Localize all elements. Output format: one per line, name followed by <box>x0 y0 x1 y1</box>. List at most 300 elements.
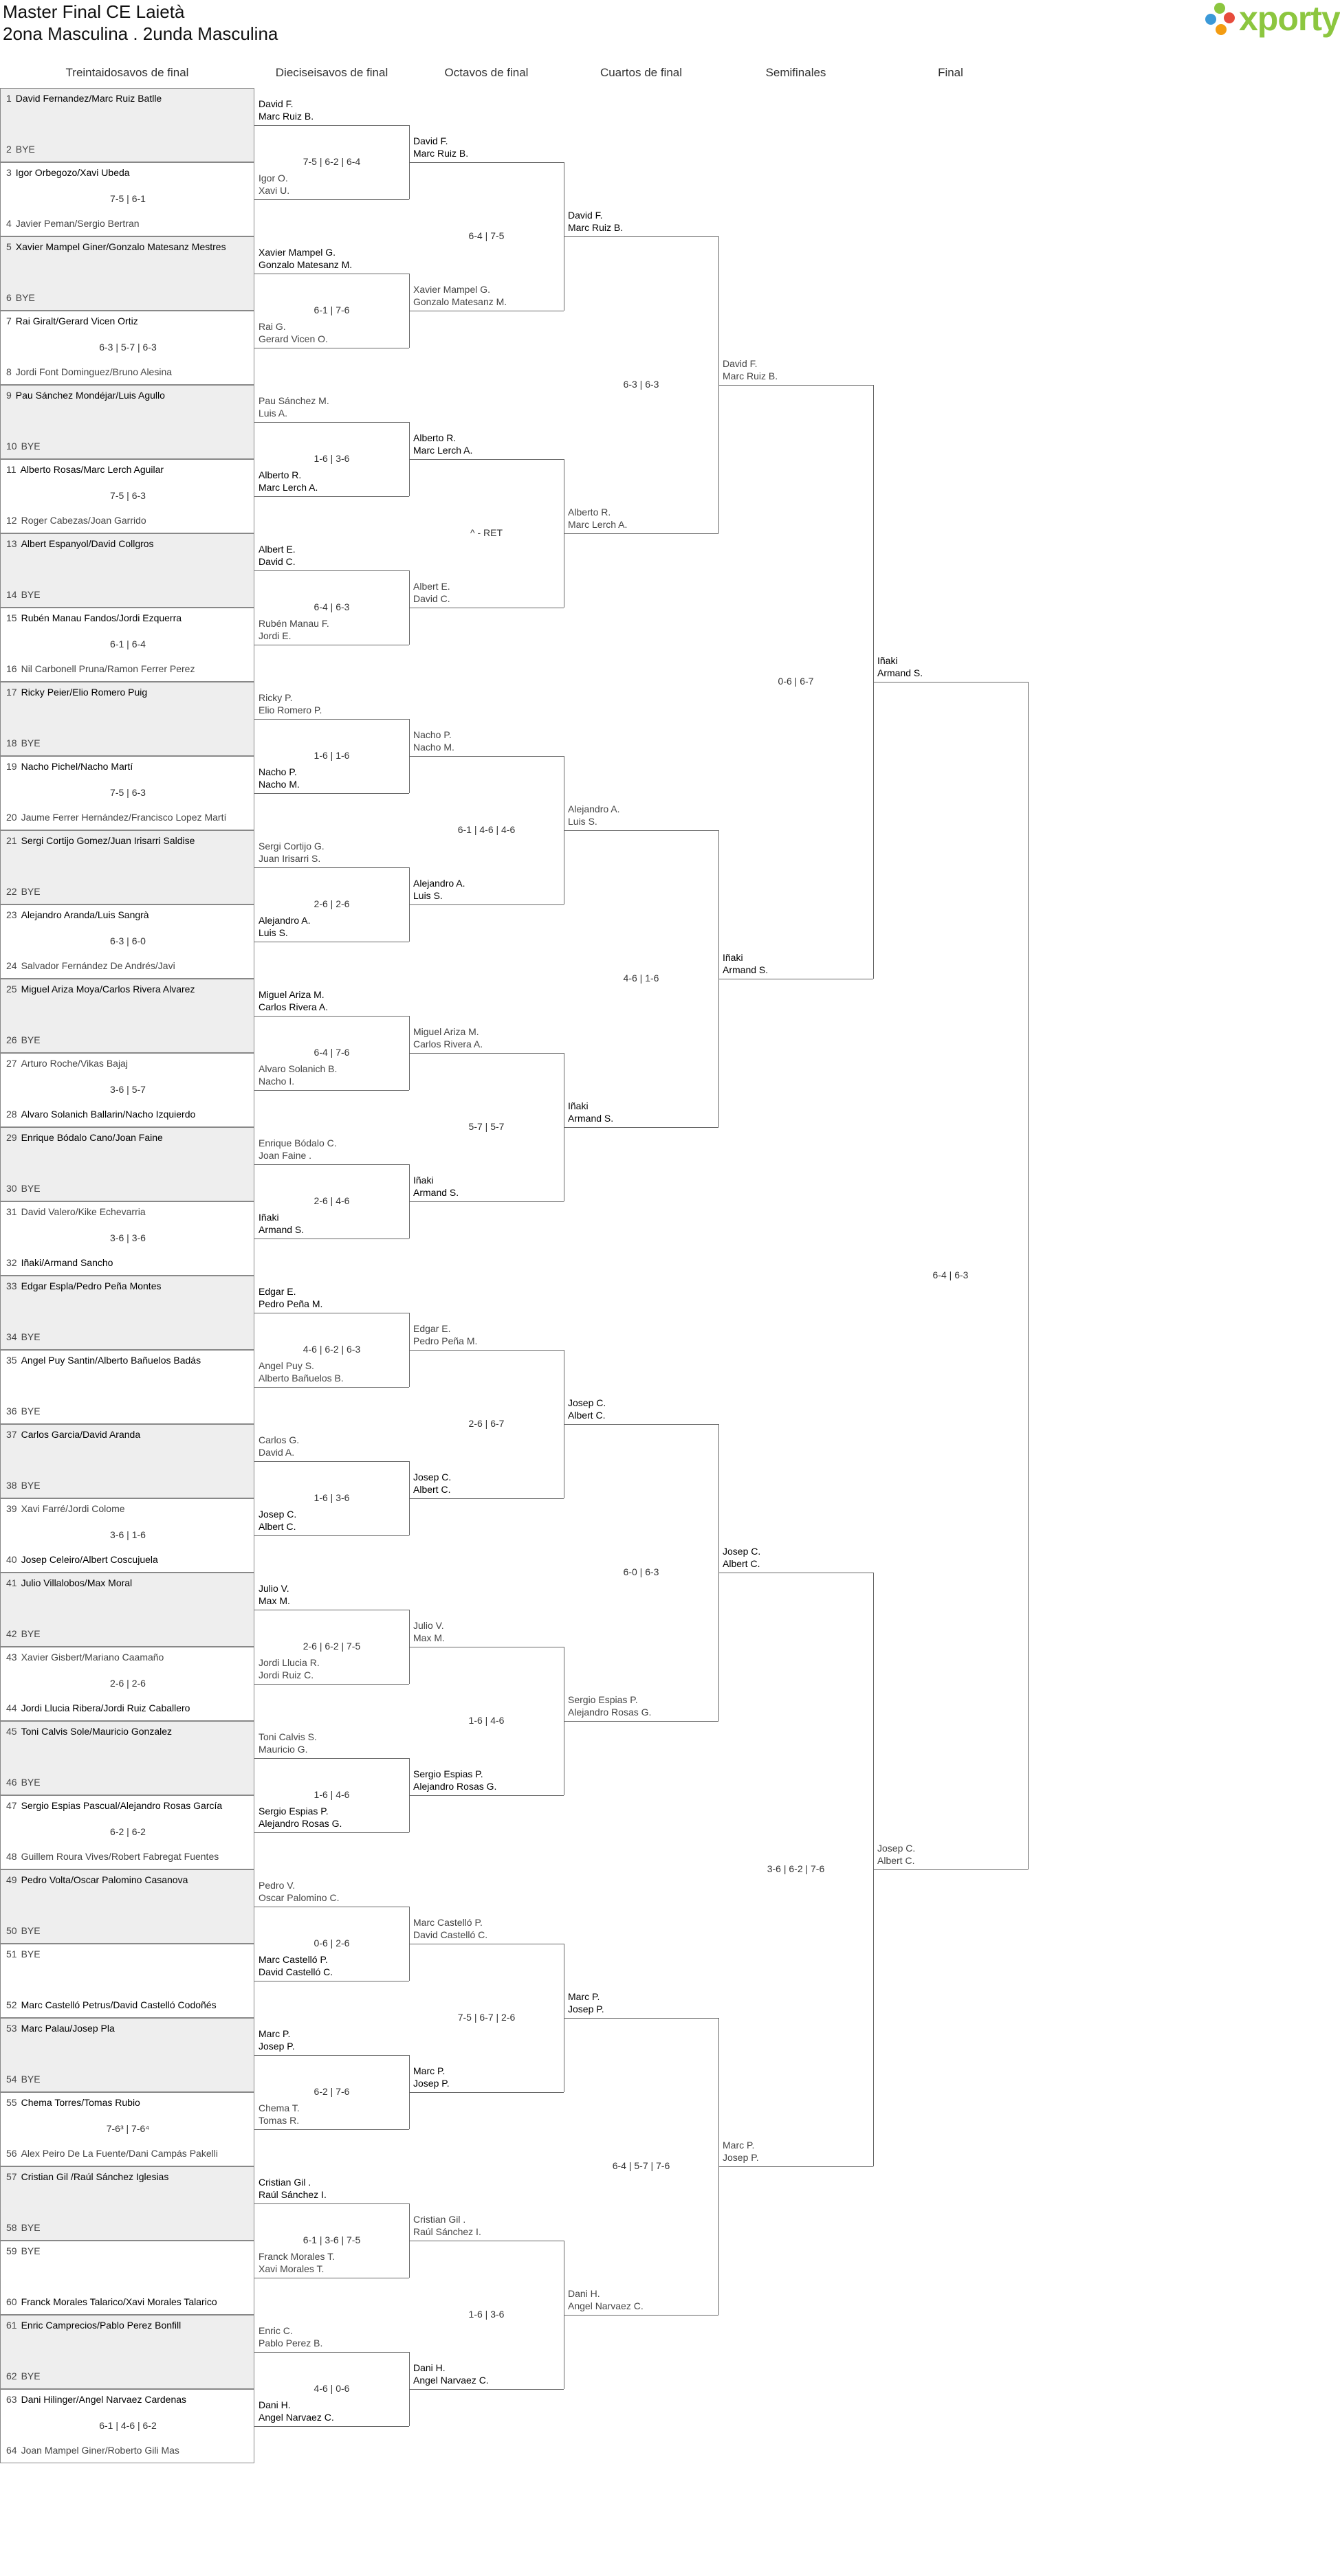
bracket-line <box>1028 682 1029 1869</box>
seed-number: 21 <box>6 835 17 846</box>
team-slot[interactable] <box>259 395 329 419</box>
team-entry[interactable] <box>6 1132 163 1143</box>
bracket-line <box>254 496 409 497</box>
team-name: Dani Hilinger/Angel Narvaez Cardenas <box>21 2394 187 2405</box>
team-slot[interactable] <box>413 1619 445 1644</box>
page-title: Master Final CE Laietà <box>3 1 185 22</box>
team-slot[interactable] <box>259 2102 300 2127</box>
match-score: 7-6³ | 7-6⁴ <box>106 2123 150 2134</box>
team-name: BYE <box>21 886 41 897</box>
bracket-line <box>564 2315 718 2316</box>
team-slot[interactable] <box>259 1731 317 1755</box>
match-box-r32[interactable] <box>0 1053 254 1127</box>
seed-number: 28 <box>6 1109 17 1120</box>
team-name: Edgar Espla/Pedro Peña Montes <box>21 1280 162 1291</box>
team-name: David Fernandez/Marc Ruiz Batlle <box>15 93 162 104</box>
team-entry[interactable] <box>6 2320 181 2331</box>
team-entry[interactable] <box>6 515 146 526</box>
player-2: Raúl Sánchez I. <box>413 2226 481 2237</box>
match-score: 4-6 | 1-6 <box>623 973 659 984</box>
team-entry[interactable] <box>6 835 195 846</box>
team-entry[interactable] <box>6 1429 140 1440</box>
team-slot[interactable] <box>413 2213 481 2238</box>
seed-number: 45 <box>6 1726 17 1737</box>
team-name: Xavier Gisbert/Mariano Caamaño <box>21 1652 164 1663</box>
bracket-line <box>254 1758 409 1759</box>
seed-number: 56 <box>6 2148 17 2159</box>
team-slot[interactable] <box>259 1953 333 1978</box>
team-slot[interactable] <box>413 1768 496 1792</box>
team-entry[interactable] <box>6 1058 128 1069</box>
team-name: Marc Palau/Josep Pla <box>21 2023 115 2034</box>
team-entry[interactable] <box>6 218 140 229</box>
match-box-r32[interactable] <box>0 1944 254 2018</box>
seed-number: 17 <box>6 687 17 698</box>
match-box-r32[interactable] <box>0 682 254 756</box>
team-name: Angel Puy Santin/Alberto Bañuelos Badás <box>21 1355 201 1366</box>
match-box-r32[interactable] <box>0 608 254 682</box>
team-entry[interactable] <box>6 1554 158 1565</box>
team-entry[interactable] <box>6 2148 218 2159</box>
team-entry[interactable] <box>6 1874 188 1885</box>
team-name: Pau Sánchez Mondéjar/Luis Agullo <box>15 390 165 401</box>
team-entry[interactable] <box>6 1800 222 1811</box>
team-entry[interactable] <box>6 2222 41 2233</box>
bracket-line <box>409 2389 564 2390</box>
player-2: Max M. <box>259 1595 290 1606</box>
team-slot[interactable] <box>259 1063 337 1087</box>
player-1: Iñaki <box>568 1100 589 1111</box>
team-entry[interactable] <box>6 1406 41 1417</box>
seed-number: 35 <box>6 1355 17 1366</box>
team-name: BYE <box>15 292 35 303</box>
team-entry[interactable] <box>6 737 41 748</box>
seed-number: 46 <box>6 1777 17 1788</box>
team-slot[interactable] <box>259 1285 322 1310</box>
match-box-r32[interactable] <box>0 904 254 979</box>
bracket-line <box>254 422 409 423</box>
team-slot[interactable] <box>413 432 472 456</box>
team-entry[interactable] <box>6 1702 190 1713</box>
team-entry[interactable] <box>6 2296 217 2307</box>
team-slot[interactable] <box>723 357 778 382</box>
team-entry[interactable] <box>6 1206 146 1217</box>
player-1: Rai G. <box>259 321 286 332</box>
match-score: 6-4 | 6-3 <box>314 601 350 612</box>
seed-number: 24 <box>6 960 17 971</box>
team-slot[interactable] <box>568 1694 651 1718</box>
player-2: Tomas R. <box>259 2115 300 2126</box>
team-entry[interactable] <box>6 612 182 623</box>
seed-number: 33 <box>6 1280 17 1291</box>
match-score: 2-6 | 2-6 <box>110 1678 146 1689</box>
team-entry[interactable] <box>6 2370 41 2381</box>
match-score: 6-4 | 7-6 <box>314 1047 350 1058</box>
team-slot[interactable] <box>568 209 623 234</box>
player-2: Luis S. <box>259 927 288 938</box>
seed-number: 18 <box>6 737 17 748</box>
player-2: Oscar Palomino C. <box>259 1892 340 1903</box>
team-entry[interactable] <box>6 390 165 401</box>
match-score: 6-2 | 6-2 <box>110 1826 146 1837</box>
seed-number: 4 <box>6 218 12 229</box>
player-1: Marc P. <box>259 2028 291 2039</box>
player-1: Marc P. <box>723 2140 755 2151</box>
player-1: Chema T. <box>259 2102 300 2113</box>
match-box-r32[interactable] <box>0 533 254 608</box>
team-entry[interactable] <box>6 663 195 674</box>
match-score: 6-4 | 7-5 <box>468 230 505 241</box>
team-entry[interactable] <box>6 1480 41 1491</box>
match-score: 6-1 | 3-6 | 7-5 <box>303 2234 361 2245</box>
match-box-r32[interactable] <box>0 1424 254 1498</box>
team-entry[interactable] <box>6 761 133 772</box>
team-slot[interactable] <box>259 1508 296 1533</box>
team-slot[interactable] <box>723 2139 759 2164</box>
player-2: Josep P. <box>723 2152 759 2163</box>
team-slot[interactable] <box>259 766 300 790</box>
team-slot[interactable] <box>723 1545 760 1570</box>
player-1: Josep C. <box>568 1397 606 1408</box>
match-box-r32[interactable] <box>0 1201 254 1276</box>
player-1: Alvaro Solanich B. <box>259 1063 338 1074</box>
player-1: David F. <box>413 135 448 146</box>
team-entry[interactable] <box>6 315 138 326</box>
team-slot[interactable] <box>413 1916 487 1941</box>
seed-number: 13 <box>6 538 17 549</box>
seed-number: 39 <box>6 1503 17 1514</box>
match-box-r32[interactable] <box>0 1498 254 1573</box>
team-slot[interactable] <box>413 1025 483 1050</box>
page-subtitle: 2ona Masculina . 2unda Masculina <box>3 23 278 44</box>
seed-number: 55 <box>6 2097 17 2108</box>
team-slot[interactable] <box>413 2065 450 2089</box>
match-box-r32[interactable] <box>0 162 254 236</box>
player-2: Pablo Perez B. <box>259 2338 323 2349</box>
match-score: 2-6 | 6-7 <box>468 1418 505 1429</box>
team-slot[interactable] <box>259 246 352 271</box>
player-2: David A. <box>259 1447 295 1458</box>
match-box-r32[interactable] <box>0 756 254 830</box>
team-name: BYE <box>21 1331 41 1342</box>
team-entry[interactable] <box>6 2023 115 2034</box>
team-entry[interactable] <box>6 1355 201 1366</box>
bracket-line <box>564 1721 718 1722</box>
player-1: Alberto R. <box>259 469 302 480</box>
team-slot[interactable] <box>259 98 314 122</box>
bracket-line <box>409 1201 564 1202</box>
team-slot[interactable] <box>723 951 768 976</box>
team-entry[interactable] <box>6 167 130 178</box>
player-2: Joan Faine . <box>259 1150 312 1161</box>
match-box-r32[interactable] <box>0 1276 254 1350</box>
team-entry[interactable] <box>6 1034 41 1045</box>
team-entry[interactable] <box>6 2245 41 2256</box>
team-entry[interactable] <box>6 464 164 475</box>
player-1: Albert E. <box>413 581 450 592</box>
team-slot[interactable] <box>259 617 329 642</box>
match-box-r32[interactable] <box>0 2315 254 2389</box>
player-1: Marc Castelló P. <box>413 1917 483 1928</box>
team-entry[interactable] <box>6 366 172 377</box>
player-2: Alejandro Rosas G. <box>568 1707 652 1718</box>
team-entry[interactable] <box>6 1726 172 1737</box>
player-1: Franck Morales T. <box>259 2251 335 2262</box>
team-slot[interactable] <box>568 1100 613 1124</box>
team-entry[interactable] <box>6 241 226 252</box>
seed-number: 60 <box>6 2296 17 2307</box>
player-1: Dani H. <box>259 2399 291 2410</box>
team-name: Rubén Manau Fandos/Jordi Ezquerra <box>21 612 182 623</box>
match-box-r32[interactable] <box>0 1647 254 1721</box>
match-score: 7-5 | 6-3 <box>110 787 146 798</box>
team-slot[interactable] <box>568 1990 604 2015</box>
team-slot[interactable] <box>413 135 468 159</box>
team-slot[interactable] <box>568 803 620 828</box>
team-entry[interactable] <box>6 1577 132 1588</box>
team-slot[interactable] <box>259 2028 295 2052</box>
seed-number: 52 <box>6 1999 17 2010</box>
team-name: Alejandro Aranda/Luis Sangrà <box>21 909 149 920</box>
bracket-line <box>254 867 409 868</box>
team-entry[interactable] <box>6 144 35 155</box>
match-box-r32[interactable] <box>0 311 254 385</box>
team-slot[interactable] <box>413 283 507 308</box>
player-1: Miguel Ariza M. <box>259 989 325 1000</box>
team-entry[interactable] <box>6 1628 41 1639</box>
team-entry[interactable] <box>6 292 35 303</box>
player-2: Carlos Rivera A. <box>259 1001 329 1012</box>
team-entry[interactable] <box>6 1331 41 1342</box>
player-2: Josep P. <box>413 2078 450 2089</box>
team-slot[interactable] <box>259 1211 304 1236</box>
team-slot[interactable] <box>413 1322 477 1347</box>
team-slot[interactable] <box>259 2176 327 2201</box>
team-name: Franck Morales Talarico/Xavi Morales Talarico <box>21 2296 217 2307</box>
team-slot[interactable] <box>259 1805 342 1830</box>
match-box-r32[interactable] <box>0 385 254 459</box>
seed-number: 3 <box>6 167 12 178</box>
team-slot[interactable] <box>259 988 328 1013</box>
player-2: Pedro Peña M. <box>413 1335 478 1346</box>
match-box-r32[interactable] <box>0 236 254 311</box>
team-entry[interactable] <box>6 2394 186 2405</box>
bracket-line <box>254 570 409 571</box>
seed-number: 16 <box>6 663 17 674</box>
seed-number: 1 <box>6 93 12 104</box>
team-name: Carlos Garcia/David Aranda <box>21 1429 141 1440</box>
player-2: Raúl Sánchez I. <box>259 2189 327 2200</box>
match-box-r32[interactable] <box>0 1795 254 1869</box>
player-1: Igor O. <box>259 173 288 184</box>
player-2: Josep P. <box>568 2003 604 2014</box>
team-slot[interactable] <box>413 877 465 902</box>
match-box-r32[interactable] <box>0 459 254 533</box>
player-2: Xavi Morales T. <box>259 2263 325 2274</box>
player-1: Jordi Llucia R. <box>259 1657 320 1668</box>
team-entry[interactable] <box>6 2074 41 2085</box>
team-entry[interactable] <box>6 1257 113 1268</box>
team-slot[interactable] <box>259 840 325 865</box>
bracket-line <box>254 1016 409 1017</box>
bracket-line <box>254 199 409 200</box>
team-name: Josep Celeiro/Albert Coscujuela <box>21 1554 158 1565</box>
match-box-r32[interactable] <box>0 1127 254 1201</box>
team-entry[interactable] <box>6 960 175 971</box>
match-box-r32[interactable] <box>0 2092 254 2166</box>
player-2: Armand S. <box>877 667 923 678</box>
team-slot[interactable] <box>259 1656 320 1681</box>
player-1: Iñaki <box>413 1175 434 1186</box>
match-score: 6-4 | 5-7 | 7-6 <box>612 2160 670 2171</box>
team-slot[interactable] <box>259 1137 337 1162</box>
match-box-r32[interactable] <box>0 1721 254 1795</box>
match-box-r32[interactable] <box>0 1573 254 1647</box>
team-slot[interactable] <box>413 580 450 605</box>
team-name: Xavier Mampel Giner/Gonzalo Matesanz Mestres <box>15 241 226 252</box>
team-entry[interactable] <box>6 1999 217 2010</box>
team-slot[interactable] <box>259 172 289 197</box>
player-1: Rubén Manau F. <box>259 618 329 629</box>
team-slot[interactable] <box>413 1174 459 1199</box>
player-1: Marc P. <box>413 2065 446 2076</box>
player-2: Luis S. <box>413 890 443 901</box>
player-1: Albert E. <box>259 544 296 555</box>
match-box-r32[interactable] <box>0 2389 254 2463</box>
match-score: 3-6 | 5-7 <box>110 1084 146 1095</box>
bracket-line <box>254 1090 409 1091</box>
team-name: Javier Peman/Sergio Bertran <box>15 218 140 229</box>
bracket-line <box>409 1053 564 1054</box>
match-box-r32[interactable] <box>0 88 254 162</box>
round-header-6: Final <box>938 66 963 79</box>
team-slot[interactable] <box>877 1842 915 1867</box>
team-entry[interactable] <box>6 984 195 995</box>
seed-number: 12 <box>6 515 17 526</box>
team-entry[interactable] <box>6 538 154 549</box>
player-1: Carlos G. <box>259 1434 300 1445</box>
team-entry[interactable] <box>6 2445 179 2456</box>
player-2: Albert C. <box>723 1558 760 1569</box>
team-entry[interactable] <box>6 2097 140 2108</box>
match-score: 1-6 | 4-6 <box>468 1715 505 1726</box>
team-slot[interactable] <box>413 2362 489 2386</box>
team-slot[interactable] <box>259 691 322 716</box>
team-entry[interactable] <box>6 1183 41 1194</box>
team-slot[interactable] <box>259 914 311 939</box>
team-entry[interactable] <box>6 1948 41 1959</box>
team-entry[interactable] <box>6 812 226 823</box>
player-2: Juan Irisarri S. <box>259 853 321 864</box>
team-name: Xavi Farré/Jordi Colome <box>21 1503 125 1514</box>
player-2: Angel Narvaez C. <box>413 2375 489 2386</box>
player-2: Max M. <box>413 1632 445 1643</box>
team-entry[interactable] <box>6 93 162 104</box>
seed-number: 23 <box>6 909 17 920</box>
team-slot[interactable] <box>413 729 454 753</box>
team-slot[interactable] <box>259 1879 339 1904</box>
player-1: Dani H. <box>413 2362 446 2373</box>
player-2: Nacho M. <box>259 779 300 790</box>
team-slot[interactable] <box>259 543 296 568</box>
team-name: Guillem Roura Vives/Robert Fabregat Fuentes <box>21 1851 219 1862</box>
seed-number: 20 <box>6 812 17 823</box>
player-1: Alejandro A. <box>259 915 311 926</box>
bracket-line <box>564 830 718 831</box>
seed-number: 47 <box>6 1800 17 1811</box>
team-slot[interactable] <box>568 506 627 531</box>
player-2: Angel Narvaez C. <box>259 2412 334 2423</box>
team-slot[interactable] <box>259 1359 344 1384</box>
team-entry[interactable] <box>6 1280 161 1291</box>
team-entry[interactable] <box>6 1503 125 1514</box>
match-box-r32[interactable] <box>0 979 254 1053</box>
match-score: 2-6 | 4-6 <box>314 1195 350 1206</box>
seed-number: 11 <box>6 464 17 475</box>
match-score: 6-2 | 7-6 <box>314 2086 350 2097</box>
team-slot[interactable] <box>259 1582 290 1607</box>
match-box-r32[interactable] <box>0 2018 254 2092</box>
match-score: 6-1 | 6-4 <box>110 639 146 649</box>
seed-number: 54 <box>6 2074 17 2085</box>
team-slot[interactable] <box>877 654 923 679</box>
team-slot[interactable] <box>259 2399 334 2423</box>
team-slot[interactable] <box>259 2324 322 2349</box>
team-entry[interactable] <box>6 441 41 452</box>
match-box-r32[interactable] <box>0 1869 254 1944</box>
match-box-r32[interactable] <box>0 1350 254 1424</box>
team-entry[interactable] <box>6 589 41 600</box>
player-2: Alejandro Rosas G. <box>259 1818 342 1829</box>
team-entry[interactable] <box>6 1109 195 1120</box>
team-name: Rai Giralt/Gerard Vicen Ortiz <box>15 315 138 326</box>
team-slot[interactable] <box>413 1471 451 1496</box>
team-slot[interactable] <box>568 1397 606 1421</box>
team-slot[interactable] <box>259 2250 335 2275</box>
match-box-r32[interactable] <box>0 2241 254 2315</box>
team-entry[interactable] <box>6 2171 168 2182</box>
team-entry[interactable] <box>6 1851 219 1862</box>
team-name: BYE <box>21 1777 41 1788</box>
team-name: Sergio Espias Pascual/Alejandro Rosas García <box>21 1800 223 1811</box>
match-box-r32[interactable] <box>0 2166 254 2241</box>
match-score: 1-6 | 4-6 <box>314 1789 350 1800</box>
player-1: Edgar E. <box>259 1286 296 1297</box>
player-1: Marc P. <box>568 1991 600 2002</box>
team-slot[interactable] <box>259 320 328 345</box>
team-entry[interactable] <box>6 687 147 698</box>
team-entry[interactable] <box>6 909 149 920</box>
player-2: Marc Ruiz B. <box>568 222 624 233</box>
player-1: Alejandro A. <box>568 803 620 814</box>
player-2: Marc Ruiz B. <box>259 111 314 122</box>
match-box-r32[interactable] <box>0 830 254 904</box>
team-entry[interactable] <box>6 1777 41 1788</box>
team-entry[interactable] <box>6 1925 41 1936</box>
team-entry[interactable] <box>6 1652 164 1663</box>
seed-number: 5 <box>6 241 12 252</box>
team-name: BYE <box>21 2245 41 2256</box>
team-entry[interactable] <box>6 886 41 897</box>
team-slot[interactable] <box>259 1434 299 1458</box>
team-slot[interactable] <box>568 2287 644 2312</box>
seed-number: 57 <box>6 2171 17 2182</box>
player-2: Marc Ruiz B. <box>413 148 469 159</box>
player-1: Miguel Ariza M. <box>413 1026 479 1037</box>
seed-number: 42 <box>6 1628 17 1639</box>
team-slot[interactable] <box>259 469 318 493</box>
player-2: Gerard Vicen O. <box>259 333 328 344</box>
